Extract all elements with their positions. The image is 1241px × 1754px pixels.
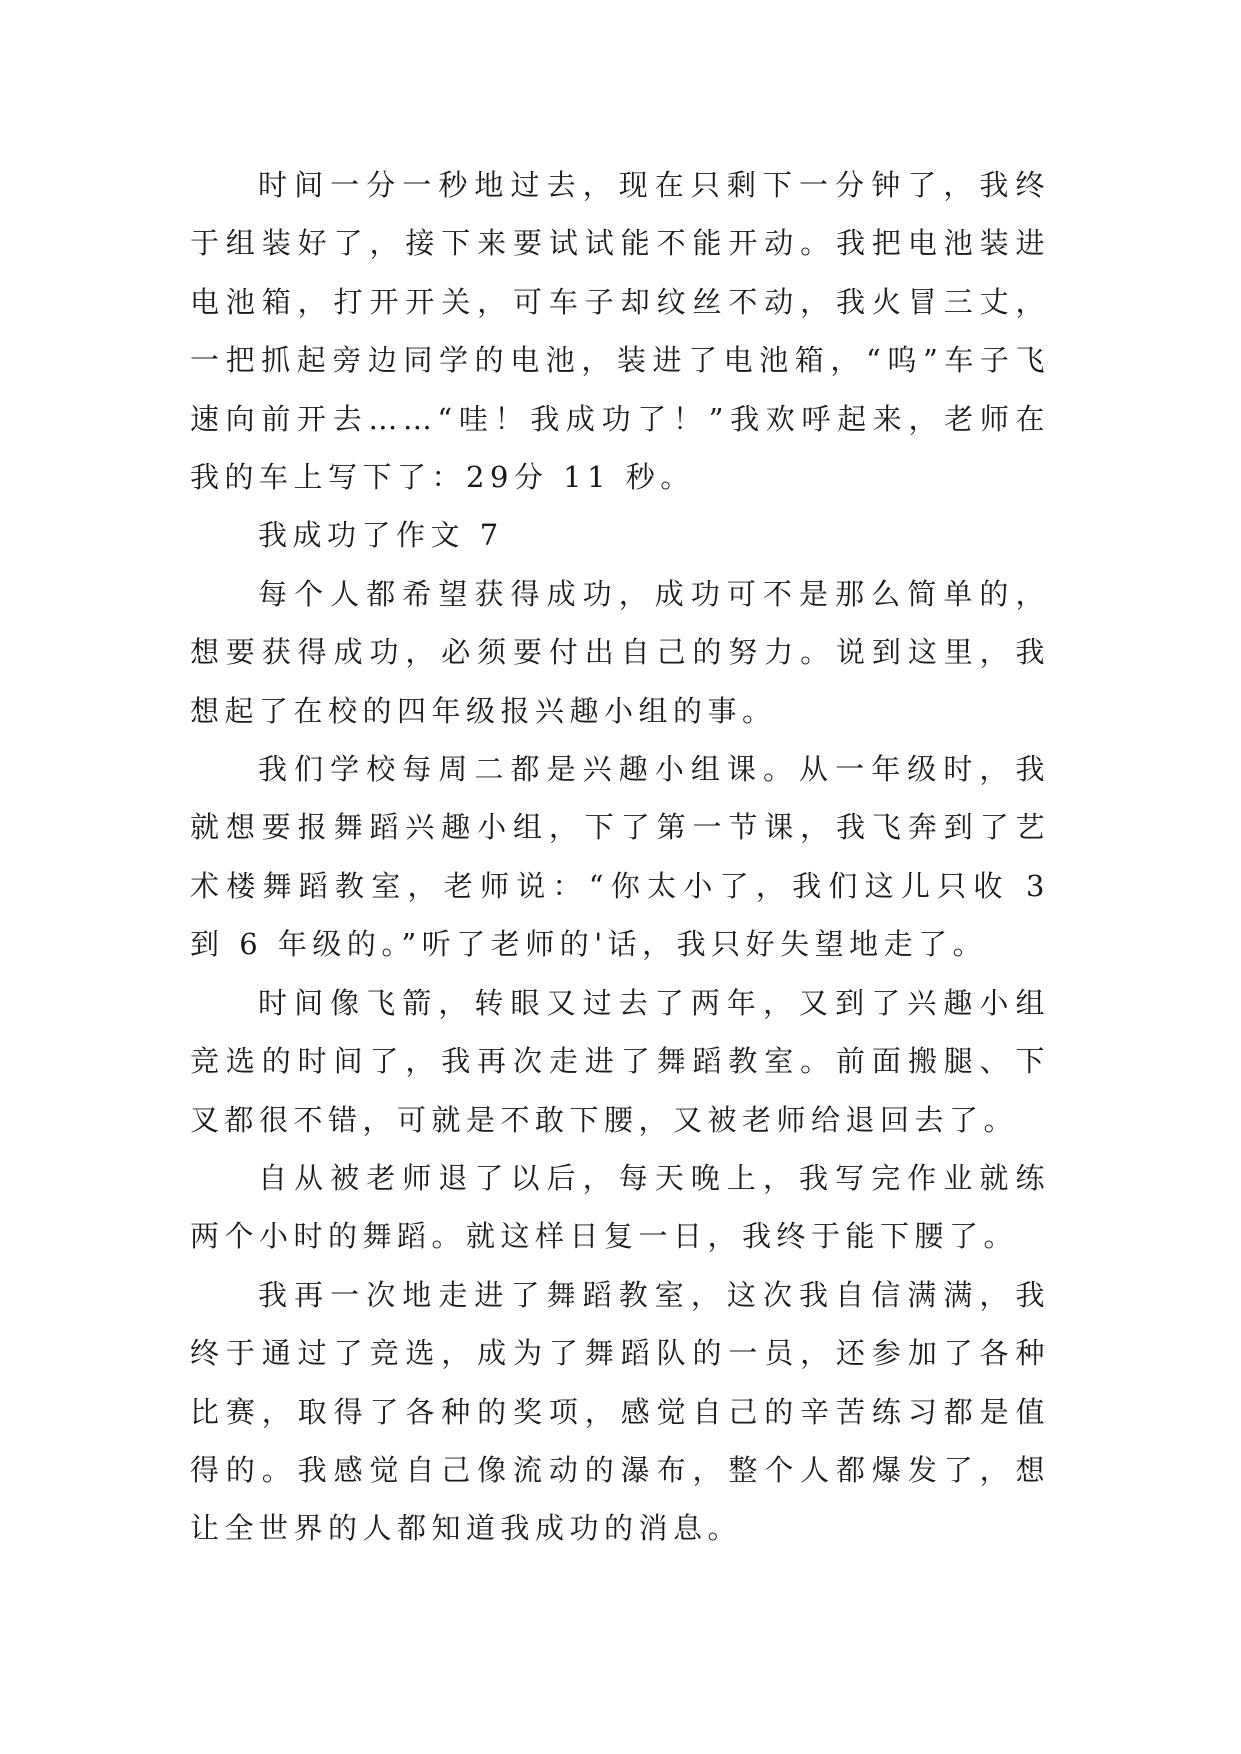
document-body [190, 156, 1050, 1558]
paragraph: 我再一次地走进了舞蹈教室，这次我自信满满，我终于通过了竞选，成为了舞蹈队的一员，还参加了各种比赛，取得了各种的奖项，感觉自己的辛苦练习都是值得的。我感觉自己像流动的瀑布，整个人都爆发了，想让全世界的人都知道我成功的消息。 [190, 1277, 1050, 1546]
paragraph: 我们学校每周二都是兴趣小组课。从一年级时，我就想要报舞蹈兴趣小组，下了第一节课，我飞奔到了艺术楼舞蹈教室，老师说：“你太小了，我们这儿只收 3 到 6 年级的。”听了老师的'话，我只好失望地走了。 [190, 752, 1050, 962]
section-heading: 我成功了作文 7 [258, 518, 504, 553]
paragraph: 每个人都希望获得成功，成功可不是那么简单的，想要获得成功，必须要付出自己的努力。说到这里，我想起了在校的四年级报兴趣小组的事。 [190, 576, 1050, 728]
paragraph: 自从被老师退了以后，每天晚上，我写完作业就练两个小时的舞蹈。就这样日复一日，我终于能下腰了。 [190, 1160, 1050, 1254]
paragraph: 时间像飞箭，转眼又过去了两年，又到了兴趣小组竞选的时间了，我再次走进了舞蹈教室。前面搬腿、下叉都很不错，可就是不敢下腰，又被老师给退回去了。 [190, 985, 1050, 1137]
paragraph: 时间一分一秒地过去，现在只剩下一分钟了，我终于组装好了，接下来要试试能不能开动。我把电池装进电池箱，打开开关，可车子却纹丝不动，我火冒三丈，一把抓起旁边同学的电池，装进了电池箱，“呜”车子飞速向前开去……“哇！我成功了！”我欢呼起来，老师在我的车上写下了：29分 11 秒。 [190, 168, 1050, 495]
